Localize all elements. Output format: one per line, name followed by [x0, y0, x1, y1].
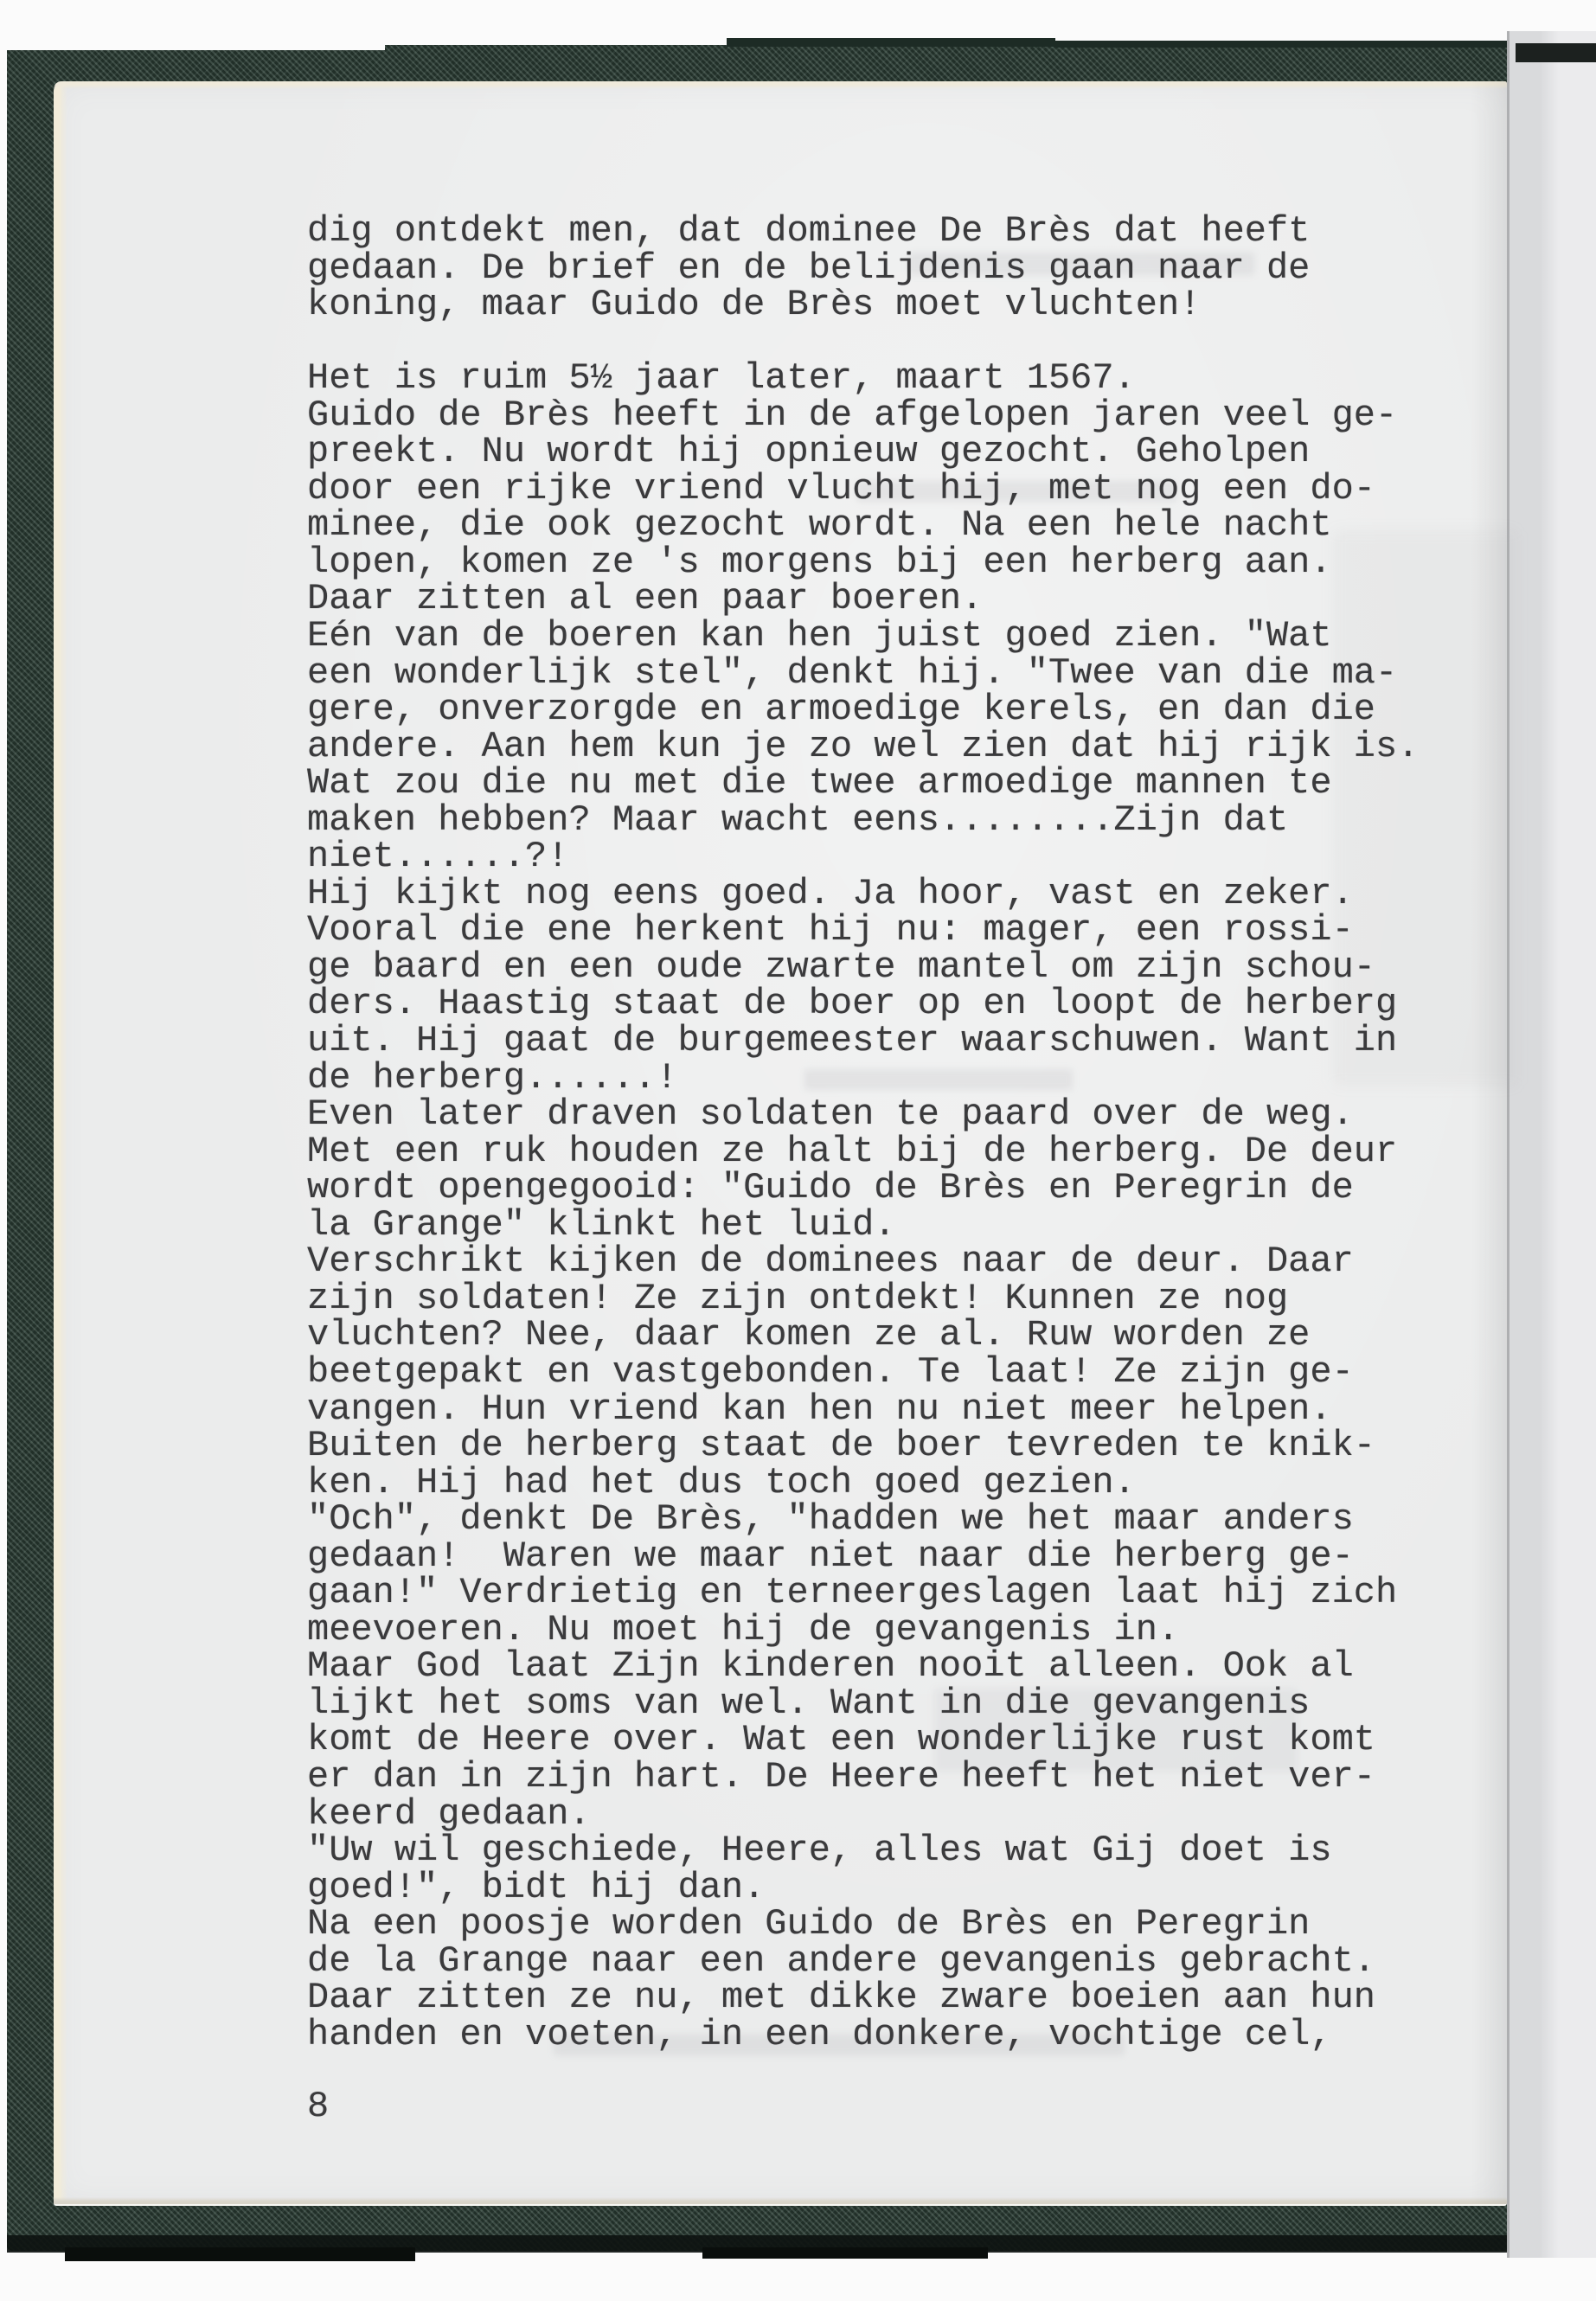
text-line: dig ontdekt men, dat dominee De Brès dat heeft: [307, 210, 1311, 252]
body-text: [307, 210, 1420, 2055]
text-line: Vooral die ene herkent hij nu: mager, een rossi-: [307, 909, 1354, 952]
text-line: gedaan. De brief en de belijdenis gaan naar de: [307, 247, 1311, 289]
cover-edge-detail: [7, 45, 385, 50]
text-line: door een rijke vriend vlucht hij, met nog een do-: [307, 467, 1376, 510]
text-line: er dan in zijn hart. De Heere heeft het niet ver-: [307, 1755, 1376, 1798]
text-line: Het is ruim 5½ jaar later, maart 1567.: [307, 357, 1136, 400]
text-line: lijkt het soms van wel. Want in die gevangenis: [307, 1682, 1311, 1724]
text-line: Daar zitten ze nu, met dikke zware boeien aan hun: [307, 1977, 1376, 2019]
text-line: ders. Haastig staat de boer op en loopt de herberg: [307, 983, 1398, 1025]
text-line: gedaan! Waren we maar niet naar die herberg ge-: [307, 1535, 1354, 1577]
text-line: Buiten de herberg staat de boer tevreden te knik-: [307, 1425, 1376, 1467]
text-line: niet......?!: [307, 836, 569, 878]
text-line: Na een poosje worden Guido de Brès en Peregrin: [307, 1903, 1311, 1945]
book-page: [54, 81, 1507, 2204]
text-line: komt de Heere over. Wat een wonderlijke rust komt: [307, 1719, 1376, 1761]
text-line: la Grange" klinkt het luid.: [307, 1203, 896, 1246]
text-line: Guido de Brès heeft in de afgelopen jaren veel ge-: [307, 394, 1398, 436]
text-line: Hij kijkt nog eens goed. Ja hoor, vast en zeker.: [307, 872, 1354, 914]
text-line: uit. Hij gaat de burgemeester waarschuwen. Want in: [307, 1020, 1398, 1062]
text-line: minee, die ook gezocht wordt. Na een hele nacht: [307, 504, 1332, 547]
cover-edge-detail: [1054, 41, 1507, 48]
text-line: "Och", denkt De Brès, "hadden we het maar anders: [307, 1498, 1354, 1541]
text-line: ken. Hij had het dus toch goed gezien.: [307, 1461, 1136, 1503]
text-line: handen en voeten, in een donkere, vochtige cel,: [307, 2013, 1332, 2055]
text-line: beetgepakt en vastgebonden. Te laat! Ze zijn ge-: [307, 1350, 1354, 1393]
text-line: de herberg......!: [307, 1056, 678, 1099]
text-line: gere, onverzorgde en armoedige kerels, en dan die: [307, 689, 1376, 731]
text-line: een wonderlijk stel", denkt hij. "Twee van die ma-: [307, 651, 1398, 694]
text-line: Verschrikt kijken de dominees naar de deur. Daar: [307, 1240, 1354, 1283]
cover-edge-detail: [727, 38, 1055, 47]
cover-edge-fragment: [1516, 43, 1596, 62]
page-stack-edge: [54, 81, 1507, 89]
text-line: Met een ruk houden ze halt bij de herberg. De deur: [307, 1130, 1398, 1172]
text-line: Even later draven soldaten te paard over de weg.: [307, 1093, 1354, 1136]
text-line: de la Grange naar een andere gevangenis gebracht.: [307, 1939, 1376, 1982]
text-line: maken hebben? Maar wacht eens........Zijn dat: [307, 798, 1289, 841]
text-line: koning, maar Guido de Brès moet vluchten!: [307, 284, 1202, 326]
text-line: Eén van de boeren kan hen juist goed zien. "Wat: [307, 615, 1332, 657]
text-line: keerd gedaan.: [307, 1792, 591, 1835]
text-line: goed!", bidt hij dan.: [307, 1866, 766, 1908]
text-line: zijn soldaten! Ze zijn ontdekt! Kunnen ze nog: [307, 1277, 1289, 1319]
text-line: Wat zou die nu met die twee armoedige mannen te: [307, 762, 1332, 804]
text-line: vluchten? Nee, daar komen ze al. Ruw worden ze: [307, 1314, 1311, 1356]
text-line: lopen, komen ze 's morgens bij een herberg aan.: [307, 541, 1332, 583]
text-line: andere. Aan hem kun je zo wel zien dat hij rijk is.: [307, 725, 1420, 767]
text-line: Daar zitten al een paar boeren.: [307, 578, 984, 620]
page-number: 8: [307, 2086, 330, 2127]
text-line: ge baard en een oude zwarte mantel om zijn schou-: [307, 945, 1376, 988]
text-line: "Uw wil geschiede, Heere, alles wat Gij doet is: [307, 1830, 1332, 1872]
text-line: gaan!" Verdrietig en terneergeslagen laat hij zich: [307, 1572, 1398, 1614]
text-line: Maar God laat Zijn kinderen nooit alleen. Ook al: [307, 1645, 1354, 1688]
cover-bottom-shadow: [65, 2247, 415, 2261]
page-stack-edge: [54, 81, 67, 2204]
text-line: [307, 324, 1419, 361]
text-line: wordt opengegooid: "Guido de Brès en Peregrin de: [307, 1167, 1354, 1209]
page-edge-strip: [1507, 31, 1596, 2258]
text-line: meevoeren. Nu moet hij de gevangenis in.: [307, 1608, 1180, 1650]
text-line: preekt. Nu wordt hij opnieuw gezocht. Geholpen: [307, 431, 1311, 473]
page-stack-edge: [54, 2197, 1507, 2204]
cover-bottom-shadow: [702, 2247, 988, 2259]
text-line: vangen. Hun vriend kan hen nu niet meer helpen.: [307, 1388, 1332, 1430]
